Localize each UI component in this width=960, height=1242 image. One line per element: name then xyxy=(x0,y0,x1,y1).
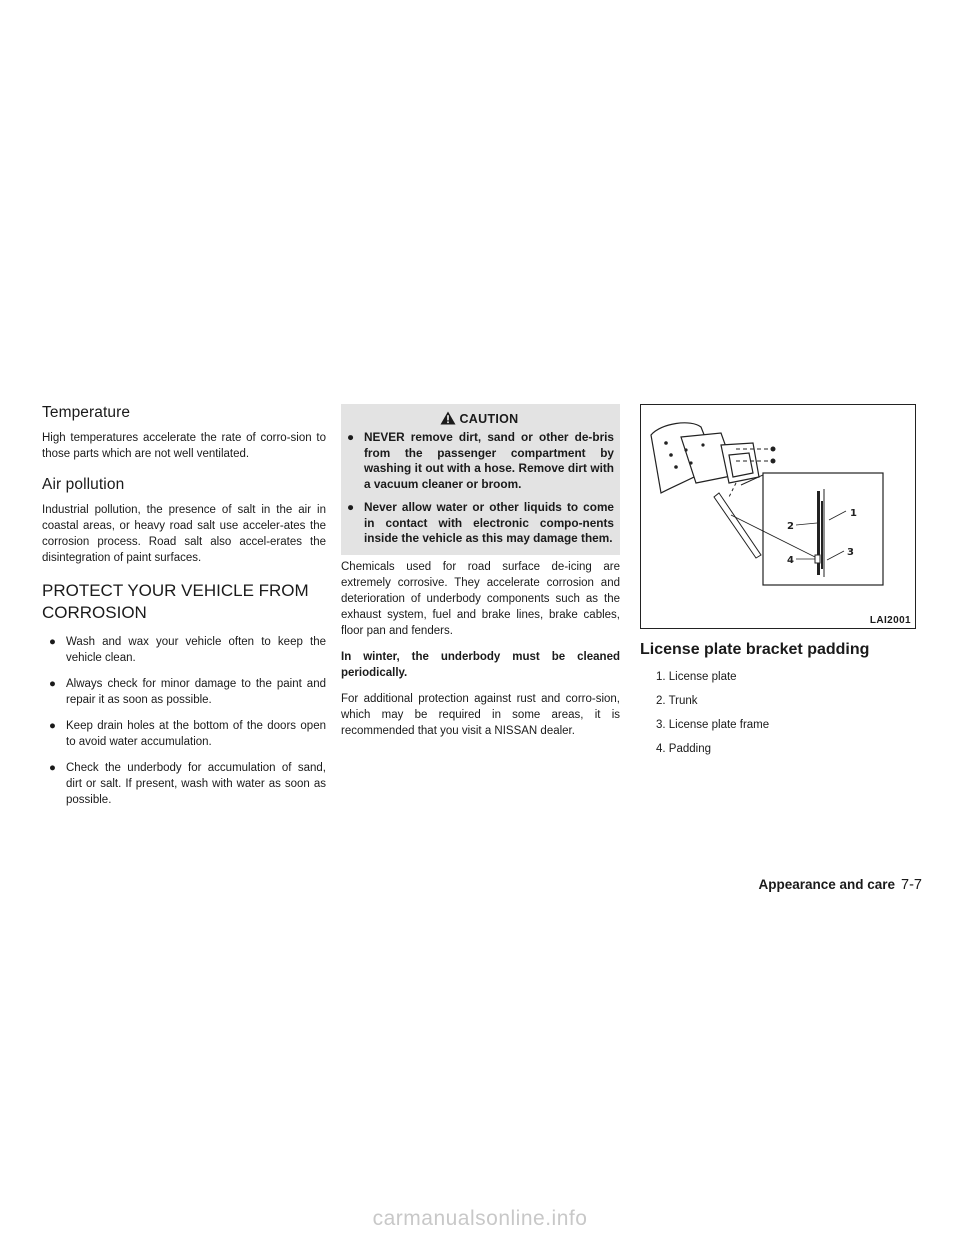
protect-heading-line1: PROTECT YOUR VEHICLE FROM xyxy=(42,581,309,600)
protect-heading xyxy=(42,580,326,624)
caution-list xyxy=(345,430,614,547)
middle-column xyxy=(341,404,620,749)
left-column xyxy=(42,404,326,818)
callout-3: 3 xyxy=(847,547,854,558)
caution-header xyxy=(345,408,614,430)
bullet-icon: ● xyxy=(49,720,56,732)
bullet-icon: ● xyxy=(347,430,355,444)
list-item: 4. Padding xyxy=(656,743,711,755)
list-item: 3. License plate frame xyxy=(656,719,770,731)
list-item: ● Check the underbody for accumulation of sand, dirt or salt. If present, wash with water as soon as possible. xyxy=(49,762,326,806)
warning-triangle-icon xyxy=(440,411,456,428)
license-plate-diagram xyxy=(641,405,915,628)
list-item: ● Always check for minor damage to the paint and repair it as soon as possible. xyxy=(49,678,326,706)
figure-caption: License plate bracket padding xyxy=(640,641,870,658)
watermark: carmanualsonline.info xyxy=(372,1207,588,1230)
chemicals-text: Chemicals used for road surface de-icing are extremely corrosive. They accelerate corrosion and deterioration of underbody components such as the exhaust system, fuel and brake lines, brake cables, floor pan and fenders. xyxy=(341,560,620,637)
bullet-icon: ● xyxy=(49,678,56,690)
list-item: ● Wash and wax your vehicle often to keep the vehicle clean. xyxy=(49,636,326,664)
protect-heading-line2: CORROSION xyxy=(42,603,147,622)
list-item: 2. Trunk xyxy=(656,695,698,707)
list-item: ● Never allow water or other liquids to come in contact with electronic compo-nents inside the vehicle as this may damage them. xyxy=(347,500,614,545)
list-item: 1. License plate xyxy=(656,671,737,683)
bullet-icon: ● xyxy=(49,762,56,774)
caution-title: CAUTION xyxy=(459,412,519,426)
page-footer xyxy=(732,877,922,893)
bullet-icon: ● xyxy=(49,636,56,648)
winter-warning-text: In winter, the underbody must be cleaned periodically. xyxy=(341,650,620,679)
bullet-icon: ● xyxy=(347,500,355,514)
right-column xyxy=(640,404,918,765)
figure-code: LAI2001 xyxy=(869,615,911,626)
callout-1: 1 xyxy=(850,508,857,519)
page-number: 7-7 xyxy=(901,877,922,893)
temperature-text: High temperatures accelerate the rate of corro-sion to those parts which are not well ventilated. xyxy=(42,432,326,460)
chapter-title: Appearance and care xyxy=(758,877,896,892)
protect-list xyxy=(42,634,326,808)
parts-list xyxy=(640,669,918,757)
temperature-heading: Temperature xyxy=(42,404,131,421)
air-pollution-text: Industrial pollution, the presence of salt in the air in coastal areas, or heavy road salt use acceler-ates the corrosion process. Road salt also accel-erates the disintegration of paint surfaces. xyxy=(42,504,326,564)
callout-4: 4 xyxy=(787,555,794,566)
caution-box xyxy=(341,404,620,555)
list-item: ● NEVER remove dirt, sand or other de-bris from the passenger compartment by washing it out with a hose. Remove dirt with a vacuum cleaner or broom. xyxy=(347,430,614,491)
callout-2: 2 xyxy=(787,521,794,532)
license-plate-figure xyxy=(640,404,916,629)
list-item: ● Keep drain holes at the bottom of the doors open to avoid water accumulation. xyxy=(49,720,326,748)
dealer-text: For additional protection against rust and corro-sion, which may be required in some areas, it is recommended that you visit a NISSAN dealer. xyxy=(341,692,620,737)
air-pollution-heading: Air pollution xyxy=(42,476,125,493)
